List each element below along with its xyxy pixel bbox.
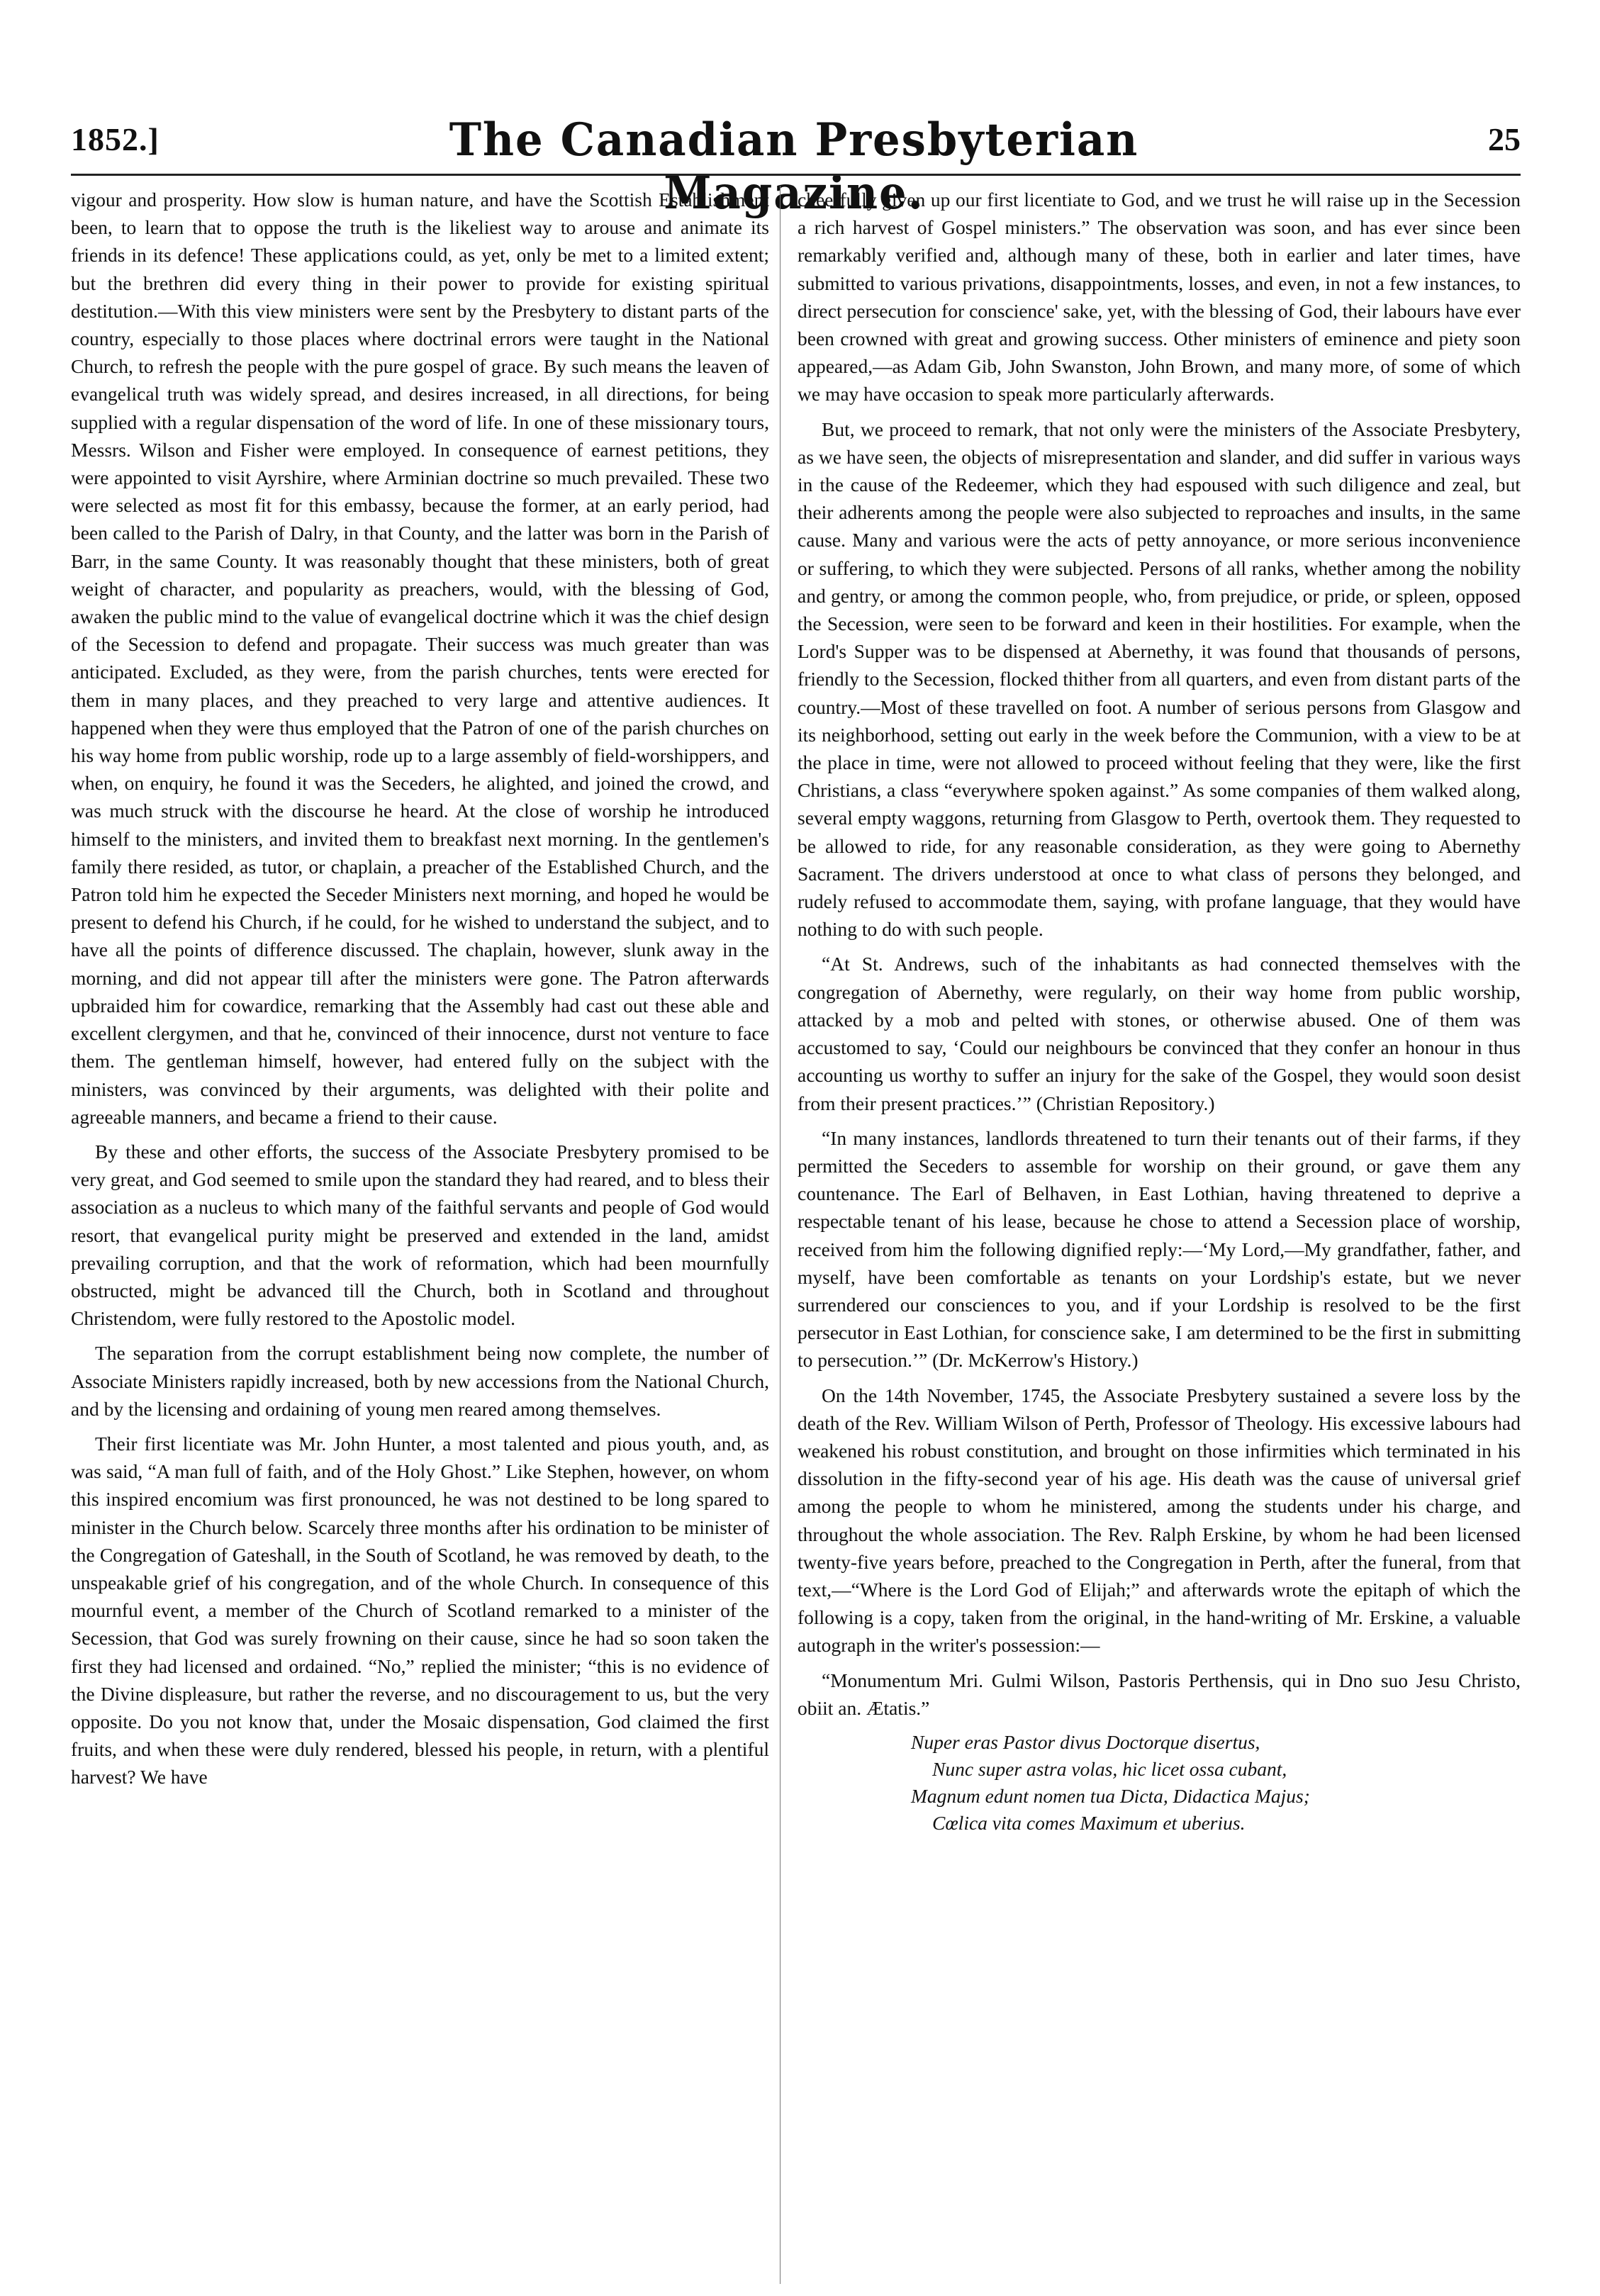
page-header [71, 113, 1521, 220]
column-divider [780, 186, 781, 2284]
epitaph-inscription: “Monumentum Mri. Gulmi Wilson, Pastoris Perthensis, qui in Dno suo Jesu Christo, obiit an. Ætatis.” [798, 1669, 1521, 1719]
header-year: 1852.] [71, 121, 160, 157]
verse-line: Magnum edunt nomen tua Dicta, Didactica Majus; [911, 1784, 1310, 1807]
paragraph: But, we proceed to remark, that not only were the ministers of the Associate Presbytery, as we have seen, the objects of misrepresentation and slander, and did suffer in various ways in the cause of the Redeemer, which they had espoused with such diligence and zeal, but their adherents among the people were also subjected to reproaches and insults, in the same cause. Many and various were the acts of petty annoyance, or more serious inconvenience or suffering, to which they were subjected. Persons of all ranks, whether among the nobility and gentry, or among the common people, who, from prejudice, or pride, or spleen, opposed the Secession, were seen to be forward and keen in their hostilities. For example, when the Lord's Supper was to be dispensed at Abernethy, it was found that thousands of persons, friendly to the Secession, flocked thither from all quarters, and even from distant parts of the country.—Most of these travelled on foot. A number of serious persons from Glasgow and its neighborhood, setting out early in the week before the Communion, with a view to be at the place in time, were not allowed to proceed without feeling that they were, like the first Christians, a class “everywhere spoken against.” As some companies of them walked along, several empty waggons, returning from Glasgow to Perth, overtook them. They requested to be allowed to ride, for any reasonable consideration, as they were going to Abernethy Sacrament. The drivers understood at once to what class of persons they belonged, and rudely refused to accommodate them, saying, with profane language, that they would have nothing to do with such people. [798, 418, 1521, 941]
paragraph: cheerfully given up our first licentiate to God, and we trust he will raise up in the Secession a rich harvest of Gospel ministers.” The observation was soon, and has ever since been remarkably verified and, although many of these, both in earlier and later times, have submitted to various privations, disappointments, losses, and even, in not a few instances, to direct persecution for conscience' sake, yet, with the blessing of God, their labours have ever been crowned with great and growing success. Other ministers of eminence and piety soon appeared,—as Adam Gib, John Swanston, John Brown, and many more, of some of which we may have occasion to speak more particularly afterwards. [798, 189, 1521, 405]
left-column [71, 186, 769, 1798]
right-column [798, 186, 1521, 1837]
epitaph-verse [911, 1729, 1521, 1837]
paragraph: On the 14th November, 1745, the Associate Presbytery sustained a severe loss by the death of the Rev. William Wilson of Perth, Professor of Theology. His excessive labours had weakened his robust constitution, and brought on those infirmities which terminated in his dissolution in the fifty-second year of his age. His death was the cause of universal grief among the people to whom he ministered, among the students under his charge, and throughout the whole association. The Rev. Ralph Erskine, by whom he had been licensed twenty-five years before, preached to the Congregation in Perth, after the funeral, from that text,—“Where is the Lord God of Elijah;” and afterwards wrote the epitaph of which the following is a copy, taken from the original, in the hand-writing of Mr. Erskine, a valuable autograph in the writer's possession:— [798, 1384, 1521, 1657]
verse-line: Cœlica vita comes Maximum et uberius. [932, 1811, 1246, 1834]
paragraph: “In many instances, landlords threatened to turn their tenants out of their farms, if they permitted the Seceders to assemble for worship on their ground, or gave them any countenance. The Earl of Belhaven, in East Lothian, having threatened to deprive a respectable tenant of his lease, because he chose to attend a Secession place of worship, received from him the following dignified reply:—‘My Lord,—My grandfather, father, and myself, have been comfortable as tenants on your Lordship's estate, but we never surrendered our consciences to you, and if your Lordship is resolved to be the first persecutor in East Lothian, for conscience sake, I am determined to be the first in submitting to persecution.’” (Dr. McKerrow's History.) [798, 1126, 1521, 1372]
paragraph: Their first licentiate was Mr. John Hunter, a most talented and pious youth, and, as was said, “A man full of faith, and of the Holy Ghost.” Like Stephen, however, on whom this inspired encomium was first pronounced, he was not destined to be long spared to minister in the Church below. Scarcely three months after his ordination to be minister of the Congregation of Gateshall, in the South of Scotland, he was removed by death, to the unspeakable grief of his congregation, and of the whole Church. In consequence of this mournful event, a member of the Church of Scotland remarked to a minister of the Secession, that God was surely frowning on their cause, since he had so soon taken the first they had licensed and ordained. “No,” replied the minister; “this is no evidence of the Divine displeasure, but rather the reverse, and no discouragement to us, but the very opposite. Do you not know that, under the Mosaic dispensation, God claimed the first fruits, and when these were duly rendered, blessed his people, in return, with a plentiful harvest? We have [71, 1432, 769, 1788]
paragraph: “At St. Andrews, such of the inhabitants as had connected themselves with the congregation of Abernethy, were regularly, on their way home from public worship, attacked by a mob and pelted with stones, or otherwise abused. One of them was accustomed to say, ‘Could our neighbours be convinced that they confer an honour in thus accounting us worthy to suffer an injury for the sake of the Gospel, they would soon desist from their present practices.’” (Christian Repository.) [798, 953, 1521, 1114]
magazine-title: The Canadian Presbyterian Magazine. [449, 113, 1139, 220]
paragraph: By these and other efforts, the success of the Associate Presbytery promised to be very great, and God seemed to smile upon the standard they had reared, and to bless their association as a nucleus to which many of the faithful servants and people of God would resort, that evangelical purity might be preserved and extended in the land, amidst prevailing corruption, and that the work of reformation, which had been mournfully obstructed, might be advanced till the Church, both in Scotland and throughout Christendom, were fully restored to the Apostolic model. [71, 1140, 769, 1330]
page-number: 25 [1488, 121, 1521, 157]
verse-line: Nunc super astra volas, hic licet ossa cubant, [932, 1757, 1287, 1780]
paragraph: The separation from the corrupt establishment being now complete, the number of Associate Ministers rapidly increased, both by new accessions from the National Church, and by the licensing and ordaining of young men reared among themselves. [71, 1342, 769, 1420]
verse-line: Nuper eras Pastor divus Doctorque disertus, [911, 1730, 1260, 1753]
header-rule [71, 174, 1521, 176]
paragraph: vigour and prosperity. How slow is human nature, and have the Scottish Establishment been, to learn that to oppose the truth is the likeliest way to arouse and animate its friends in its defence! These applications could, as yet, only be met to a limited extent; but the brethren did every thing in their power to provide for existing spiritual destitution.—With this view ministers were sent by the Presbytery to distant parts of the country, especially to those places where doctrinal errors were taught in the National Church, to refresh the people with the pure gospel of grace. By such means the leaven of evangelical truth was widely spread, and desires increased, in all directions, for being supplied with a regular dispensation of the word of life. In one of these missionary tours, Messrs. Wilson and Fisher were employed. In consequence of earnest petitions, they were appointed to visit Ayrshire, where Arminian doctrine so much prevailed. These two were selected as most fit for this embassy, because the former, at an early period, had been called to the Parish of Dalry, in that County, and the latter was born in the Parish of Barr, in the same County. It was reasonably thought that these ministers, both of great weight of character, and popularity as preachers, would, with the blessing of God, awaken the public mind to the value of evangelical doctrine which it was the chief design of the Secession to defend and propagate. Their success was much greater than was anticipated. Excluded, as they were, from the parish churches, tents were erected for them in many places, and they preached to very large and attentive audiences. It happened when they were thus employed that the Patron of one of the parish churches on his way home from public worship, rode up to a large assembly of field-worshippers, and when, on enquiry, he found it was the Seceders, he alighted, and joined the crowd, and was much struck with the discourse he heard. At the close of worship he introduced himself to the ministers, and invited them to breakfast next morning. In the gentlemen's family there resided, as tutor, or chaplain, a preacher of the Established Church, and the Patron told him he expected the Seceder Ministers next morning, and hoped he would be present to defend his Church, if he could, for he wished to understand the subject, and to have all the points of difference discussed. The chaplain, however, slunk away in the morning, and did not appear till after the ministers were gone. The Patron afterwards upbraided him for cowardice, remarking that the Assembly had cast out these able and excellent clergymen, and that he, convinced of their innocence, durst not venture to face them. The gentleman himself, however, had entered fully on the subject with the ministers, was convinced by their arguments, was delighted with their polite and agreeable manners, and became a friend to their cause. [71, 189, 769, 1128]
